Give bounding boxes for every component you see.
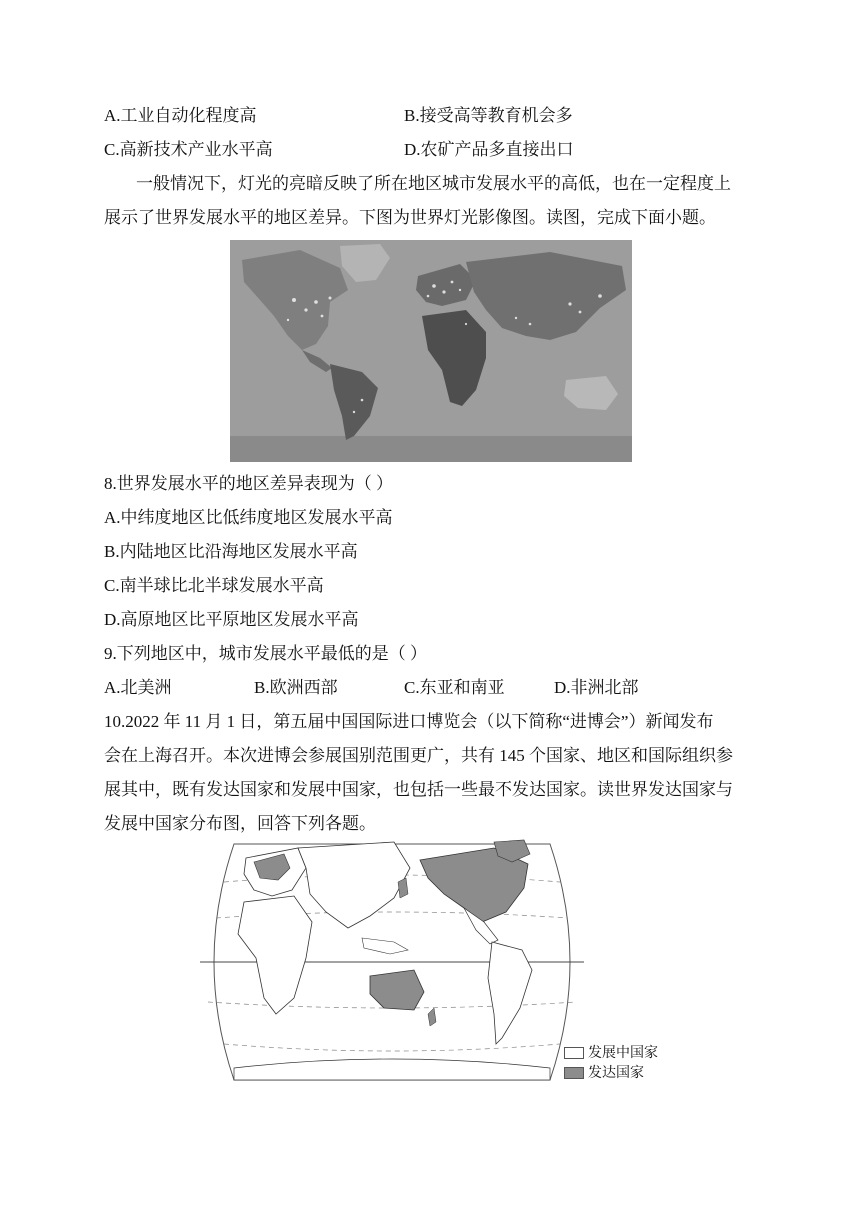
developed-swatch [564,1067,584,1079]
q9-option-c: C.东亚和南亚 [404,678,505,697]
q9-stem: 9.下列地区中，城市发展水平最低的是（ ） [104,644,427,663]
q8-option-a: A.中纬度地区比低纬度地区发展水平高 [104,508,393,527]
q10-line-2: 会在上海召开。本次进博会参展国别范围更广，共有 145 个国家、地区和国际组织参 [104,746,733,765]
legend-developing-label: 发展中国家 [588,1045,658,1061]
q10-line-1: 10.2022 年 11 月 1 日，第五届中国国际进口博览会（以下简称“进博会”）新闻发布 [104,712,714,731]
q8-stem: 8.世界发展水平的地区差异表现为（ ） [104,474,393,493]
q8-option-c: C.南半球比北半球发展水平高 [104,576,324,595]
legend-developed-label: 发达国家 [588,1065,644,1081]
legend-developing [564,1044,658,1062]
developed-developing-world-map [194,838,590,1086]
q7-option-b: B.接受高等教育机会多 [404,106,573,125]
q10-line-4: 发展中国家分布图，回答下列各题。 [104,814,376,833]
q9-option-d: D.非洲北部 [554,678,639,697]
q8-option-d: D.高原地区比平原地区发展水平高 [104,610,359,629]
q7-option-c: C.高新技术产业水平高 [104,140,273,159]
q9-option-a: A.北美洲 [104,678,172,697]
world-night-lights-map [230,240,632,462]
q7-option-a: A.工业自动化程度高 [104,106,257,125]
developing-swatch [564,1047,584,1059]
q9-option-b: B.欧洲西部 [254,678,338,697]
q7-option-d: D.农矿产品多直接出口 [404,140,574,159]
intro-line-2: 展示了世界发展水平的地区差异。下图为世界灯光影像图。读图，完成下面小题。 [104,208,716,227]
intro-line-1: 一般情况下，灯光的亮暗反映了所在地区城市发展水平的高低，也在一定程度上 [136,174,731,193]
night-lights-image [230,240,632,462]
legend-developed [564,1064,644,1082]
robinson-projection-map [194,838,590,1086]
q10-line-3: 展其中，既有发达国家和发展中国家，也包括一些最不发达国家。读世界发达国家与 [104,780,733,799]
q8-option-b: B.内陆地区比沿海地区发展水平高 [104,542,358,561]
